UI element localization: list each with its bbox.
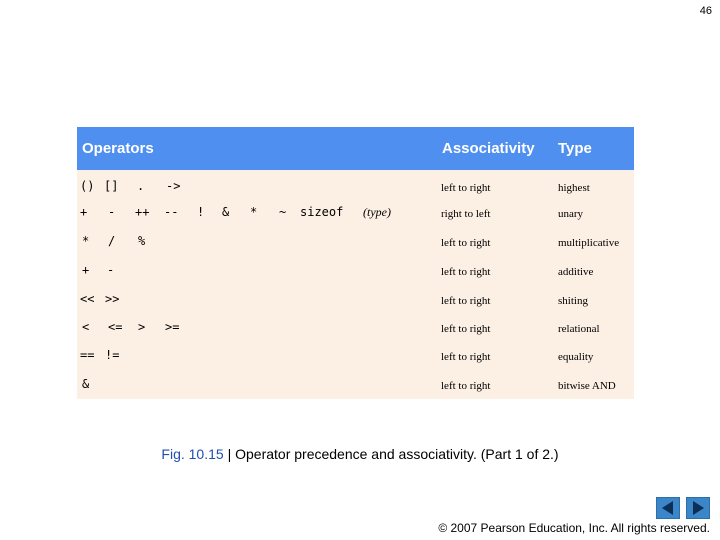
associativity-cell: left to right (441, 182, 491, 194)
page-number: 46 (699, 5, 712, 17)
figure-label: Fig. 10.15 (161, 446, 224, 462)
header-operators: Operators (82, 140, 154, 157)
operator-cell: & (222, 205, 230, 219)
associativity-cell: left to right (441, 295, 491, 307)
operator-cell: > (138, 320, 146, 334)
operator-cell: ! (197, 205, 205, 219)
table-row (77, 287, 634, 315)
operator-cell: -- (164, 205, 179, 219)
operator-cell: - (108, 205, 116, 219)
operator-cell: & (82, 377, 90, 391)
type-cell: highest (558, 182, 590, 194)
operator-cell: () (80, 179, 95, 193)
operator-cell: >> (105, 292, 120, 306)
operator-cell: * (250, 205, 258, 219)
operator-cell: <= (108, 320, 123, 334)
operator-cell: ~ (279, 205, 287, 219)
table-row (77, 372, 634, 399)
table-row (77, 315, 634, 343)
operator-cell: / (108, 234, 116, 248)
associativity-cell: left to right (441, 266, 491, 278)
associativity-cell: left to right (441, 323, 491, 335)
operator-cell: + (82, 263, 90, 277)
caption-separator: | (223, 446, 236, 462)
operator-table (77, 127, 634, 399)
associativity-cell: left to right (441, 351, 491, 363)
operator-cell: [] (104, 179, 119, 193)
operator-cell: % (138, 234, 146, 248)
type-cell: unary (558, 208, 584, 220)
table-row (77, 258, 634, 286)
caption-text: Operator precedence and associativity. (Part 1 of 2.) (235, 446, 559, 462)
next-slide-button[interactable] (686, 497, 710, 519)
previous-slide-button[interactable] (656, 497, 680, 519)
operator-cell: - (107, 263, 115, 277)
operator-cell: . (137, 179, 145, 193)
table-row (77, 174, 634, 202)
operator-cell: + (80, 205, 88, 219)
triangle-right-icon (687, 498, 709, 518)
table-row (77, 343, 634, 371)
operator-cell: (type) (363, 205, 391, 219)
operator-cell: == (80, 348, 95, 362)
table-row (77, 200, 634, 228)
operator-cell: * (82, 234, 90, 248)
operator-cell: >= (165, 320, 180, 334)
operator-cell: sizeof (300, 205, 344, 219)
operator-cell: -> (166, 179, 181, 193)
table-header (77, 127, 634, 170)
operator-cell: != (105, 348, 120, 362)
header-associativity: Associativity (442, 140, 535, 157)
type-cell: relational (558, 323, 600, 335)
type-cell: shiting (558, 295, 588, 307)
operator-cell: ++ (135, 205, 150, 219)
figure-caption (0, 446, 720, 462)
operator-cell: << (80, 292, 95, 306)
associativity-cell: right to left (441, 208, 491, 220)
header-type: Type (558, 140, 592, 157)
associativity-cell: left to right (441, 380, 491, 392)
operator-cell: < (82, 320, 90, 334)
type-cell: additive (558, 266, 594, 278)
associativity-cell: left to right (441, 237, 491, 249)
type-cell: multiplicative (558, 237, 620, 249)
type-cell: bitwise AND (558, 380, 616, 392)
table-row (77, 229, 634, 257)
copyright-footer: © 2007 Pearson Education, Inc. All rights reserved. (438, 521, 710, 535)
type-cell: equality (558, 351, 594, 363)
triangle-left-icon (657, 498, 679, 518)
